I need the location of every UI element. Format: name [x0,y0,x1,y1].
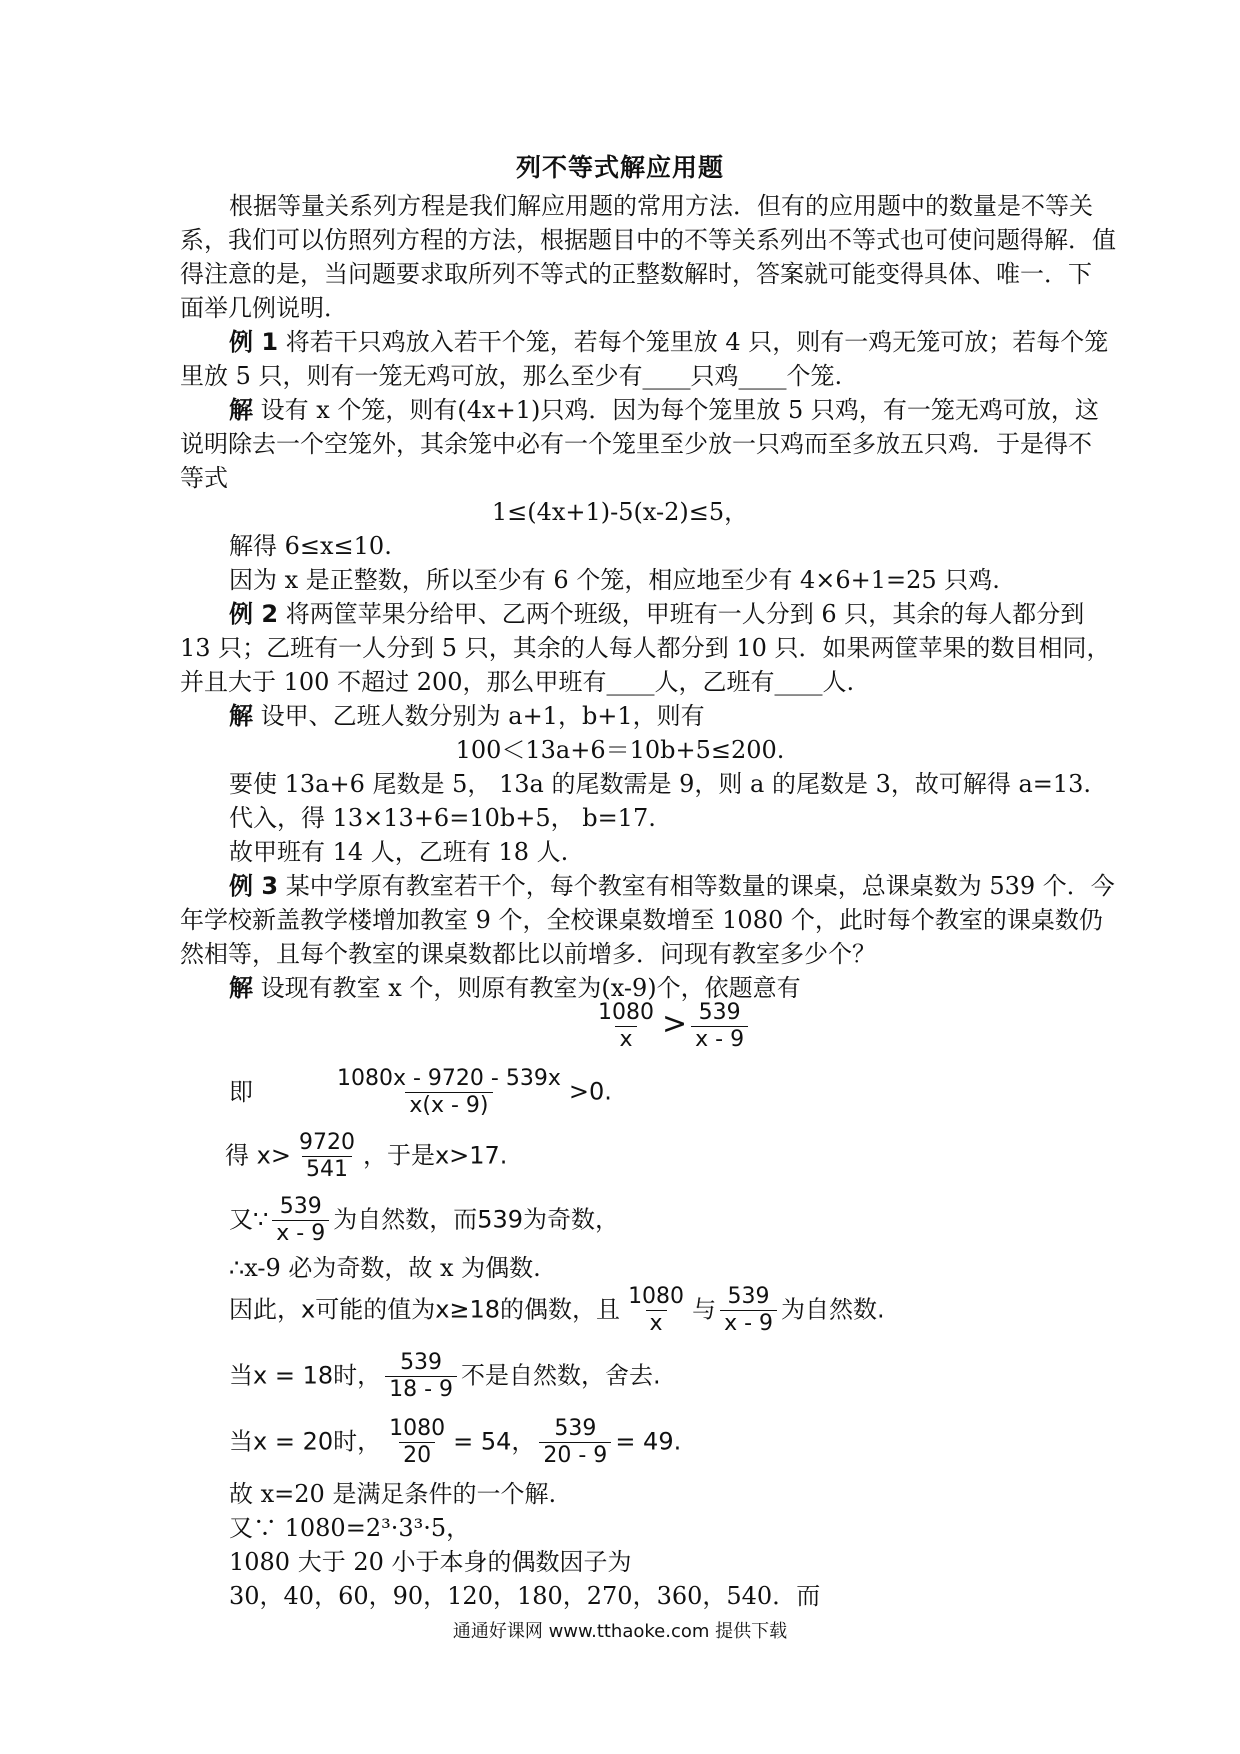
case-x-18: 当x = 18时， $\frac{539}{18 - 9}$ 不是自然数，舍去. [229,1350,661,1402]
page-title: 列不等式解应用题 [515,153,724,182]
example-1-line-1: 例 1 将若干只鸡放入若干个笼，若每个笼里放 4 只，则有一鸡无笼可放；若每个笼 [229,328,1109,356]
example-3-label: 例 3 [229,872,279,900]
example-2-line-2: 13 只；乙班有一人分到 5 只，其余的人每人都分到 10 只．如果两筐苹果的数目相同， [180,634,1111,662]
solution-1-line-3: 等式 [180,464,228,492]
inequality-1: $\frac{1080}{x}$ > $\frac{539}{x - 9}$ [590,1000,752,1053]
solution-1-line-2: 说明除去一个空笼外，其余笼中必有一个笼里至少放一只鸡而至多放五只鸡．于是得不 [180,430,1092,458]
solution-1-line-5: 因为 x 是正整数，所以至少有 6 个笼，相应地至少有 4×6+1=25 只鸡. [229,566,1000,594]
solution-2-line-3: 代入，得 13×13+6=10b+5， b=17. [229,804,656,832]
possible-values-line: 因此，x可能的值为x≥18的偶数，且 $\frac{1080}{x}$ 与 $\frac{539}{x - 9}$ 为自然数. [229,1284,885,1336]
solution-1-label: 解 [229,396,253,424]
solution-3-line-2: ∴x-9 必为奇数，故 x 为偶数. [229,1254,541,1282]
fraction: $\frac{539}{20 - 9}$ [539,1416,611,1469]
example-2-line-1: 例 2 将两筐苹果分给甲、乙两个班级，甲班有一人分到 6 只，其余的每人都分到 [229,600,1085,628]
inequality-3: 得 x> $\frac{9720}{541}$ ，于是x>17. [225,1130,508,1182]
fraction: $\frac{9720}{541}$ [298,1130,355,1182]
fraction: $\frac{1080}{x}$ [628,1284,685,1336]
solution-3-line-6: 30，40，60，90，120，180，270，360，540．而 [229,1582,821,1610]
intro-line-4: 面举几例说明． [180,294,348,322]
solution-3-line-5: 1080 大于 20 小于本身的偶数因子为 [229,1548,632,1576]
fraction: $\frac{1080}{20}$ [389,1416,446,1468]
example-2-label: 例 2 [229,600,279,628]
example-1-label: 例 1 [229,328,279,356]
intro-line-3: 得注意的是，当问题要求取所列不等式的正整数解时，答案就可能变得具体、唯一．下 [180,260,1092,288]
fraction: $\frac{1080}{x}$ [598,1000,654,1052]
solution-3-label: 解 [229,974,253,1002]
solution-1-line-4: 解得 6≤x≤10. [229,532,392,560]
fraction: $\frac{539}{x - 9}$ [691,1000,748,1053]
fraction: $\frac{539}{x - 9}$ [272,1194,329,1247]
example-3-line-3: 然相等，且每个教室的课桌数都比以前增多．问现有教室多少个？ [180,940,876,968]
fraction: $\frac{1080x - 9720 - 539x}{x(x - 9)}$ [337,1066,561,1118]
solution-2-line-4: 故甲班有 14 人，乙班有 18 人. [229,838,569,866]
solution-2-equation: 100＜13a+6＝10b+5≤200. [455,736,785,764]
intro-line-2: 系，我们可以仿照列方程的方法，根据题目中的不等关系列出不等式也可使问题得解．值 [180,226,1116,254]
solution-1-line-1: 解 设有 x 个笼，则有(4x+1)只鸡．因为每个笼里放 5 只鸡，有一笼无鸡可放，这 [229,396,1099,424]
example-3-line-1: 例 3 某中学原有教室若干个，每个教室有相等数量的课桌，总课桌数为 539 个．今 [229,872,1115,900]
example-2-line-3: 并且大于 100 不超过 200，那么甲班有____人，乙班有____人. [180,668,855,696]
solution-3-line-3: 故 x=20 是满足条件的一个解. [229,1480,557,1508]
inequality-2: 即 $\frac{1080x - 9720 - 539x}{x(x - 9)}$ >0. [229,1066,612,1118]
solution-2-line-1: 解 设甲、乙班人数分别为 a+1，b+1，则有 [229,702,705,730]
solution-2-line-2: 要使 13a+6 尾数是 5， 13a 的尾数需是 9，则 a 的尾数是 3，故可解得 a=13. [229,770,1092,798]
solution-3-line-1: 解 设现有教室 x 个，则原有教室为(x-9)个，依题意有 [229,974,801,1002]
case-x-20: 当x = 20时， $\frac{1080}{20}$ = 54， $\frac{539}{20 - 9}$ = 49. [229,1416,682,1468]
page-footer: 通通好课网 www.tthaoke.com 提供下载 [452,1621,788,1642]
solution-1-equation: 1≤(4x+1)-5(x-2)≤5， [491,498,749,526]
intro-line-1: 根据等量关系列方程是我们解应用题的常用方法．但有的应用题中的数量是不等关 [229,192,1093,220]
fraction: $\frac{539}{18 - 9}$ [385,1350,457,1403]
example-3-line-2: 年学校新盖教学楼增加教室 9 个，全校课桌数增至 1080 个，此时每个教室的课桌数仍 [180,906,1103,934]
solution-2-label: 解 [229,702,253,730]
fraction: $\frac{539}{x - 9}$ [720,1284,777,1337]
solution-3-line-4: 又∵ 1080=2³·3³·5， [229,1514,471,1542]
natural-number-line: 又∵ $\frac{539}{x - 9}$ 为自然数，而539为奇数， [229,1194,620,1246]
example-1-line-2: 里放 5 只，则有一笼无鸡可放，那么至少有____只鸡____个笼. [180,362,843,390]
